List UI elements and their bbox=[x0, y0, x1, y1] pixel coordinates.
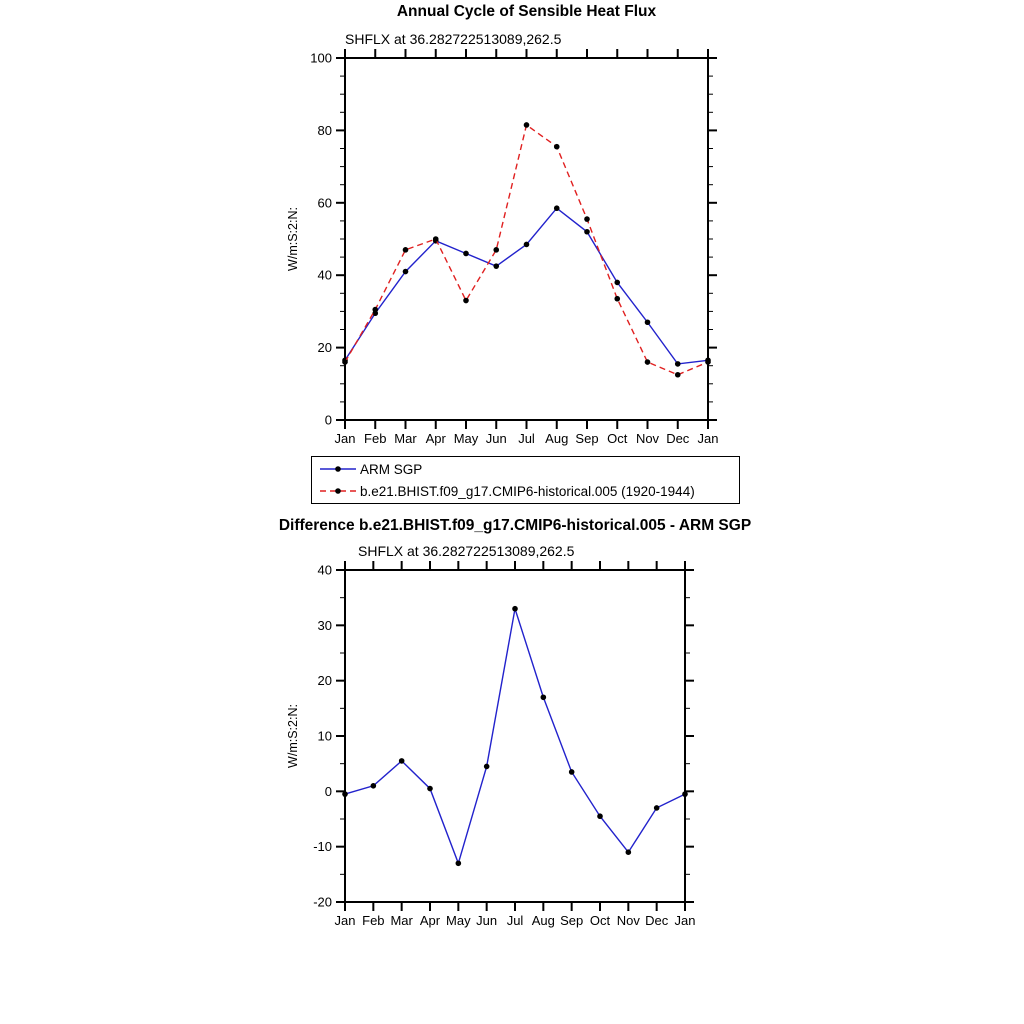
chart2-title: Difference b.e21.BHIST.f09_g17.CMIP6-historical.005 - ARM SGP bbox=[278, 517, 752, 534]
data-point-marker bbox=[626, 849, 632, 855]
legend-entry-model bbox=[318, 480, 739, 502]
x-tick-label: Apr bbox=[425, 431, 446, 446]
data-point-marker bbox=[427, 786, 433, 792]
series-1 bbox=[342, 122, 711, 377]
data-point-marker bbox=[403, 269, 409, 275]
x-tick-label: Apr bbox=[419, 913, 441, 928]
data-point-marker bbox=[433, 236, 439, 242]
x-tick-label: Aug bbox=[531, 913, 555, 928]
y-tick-label: 40 bbox=[317, 267, 332, 283]
x-tick-label: Sep bbox=[575, 431, 599, 446]
data-point-marker bbox=[456, 860, 462, 866]
y-tick-label: 0 bbox=[324, 783, 332, 799]
data-point-marker bbox=[645, 319, 651, 325]
x-tick-label: Feb bbox=[362, 913, 385, 928]
y-tick-label: 30 bbox=[317, 617, 332, 633]
y-tick-label: -20 bbox=[313, 894, 332, 910]
data-point-marker bbox=[584, 216, 590, 222]
data-point-marker bbox=[682, 791, 688, 797]
legend bbox=[311, 456, 740, 504]
x-tick-label: Aug bbox=[545, 431, 569, 446]
data-point-marker bbox=[705, 359, 711, 365]
y-tick-label: -10 bbox=[313, 839, 332, 855]
x-tick-label: Dec bbox=[645, 913, 669, 928]
y-tick-label: 10 bbox=[317, 728, 332, 744]
x-tick-label: Jul bbox=[506, 913, 524, 928]
x-tick-label: Feb bbox=[364, 431, 387, 446]
x-tick-label: Nov bbox=[635, 431, 660, 446]
x-tick-label: Sep bbox=[560, 913, 584, 928]
y-tick-label: 60 bbox=[317, 195, 332, 211]
axes bbox=[336, 561, 694, 911]
x-tick-label: May bbox=[453, 431, 479, 446]
data-point-marker bbox=[584, 229, 590, 235]
y-axis-title: W/m:S:2:N: bbox=[286, 704, 300, 768]
data-point-marker bbox=[463, 298, 469, 304]
x-tick-label: Jan bbox=[334, 913, 356, 928]
x-tick-label: Jun bbox=[485, 431, 507, 446]
data-point-marker bbox=[463, 251, 469, 257]
x-tick-label: Oct bbox=[589, 913, 611, 928]
legend-label-model: b.e21.BHIST.f09_g17.CMIP6-historical.005 (1920-1944) bbox=[360, 483, 695, 499]
legend-entry-arm-sgp bbox=[318, 458, 739, 480]
x-tick-label: Jan bbox=[674, 913, 696, 928]
data-point-marker bbox=[554, 205, 560, 211]
x-tick-label: Jul bbox=[518, 431, 535, 446]
data-point-marker bbox=[512, 606, 518, 612]
series-0 bbox=[342, 205, 711, 366]
x-tick-label: Jan bbox=[334, 431, 356, 446]
data-point-marker bbox=[569, 769, 575, 775]
data-point-marker bbox=[524, 242, 530, 248]
y-axis-title: W/m:S:2:N: bbox=[286, 207, 300, 271]
chart1-title: Annual Cycle of Sensible Heat Flux bbox=[396, 3, 657, 20]
data-point-marker bbox=[493, 263, 499, 269]
y-tick-label: 40 bbox=[317, 562, 332, 578]
legend-label-arm-sgp: ARM SGP bbox=[360, 461, 423, 477]
x-tick-label: Mar bbox=[390, 913, 413, 928]
axes bbox=[336, 49, 717, 429]
data-point-marker bbox=[654, 805, 660, 811]
data-point-marker bbox=[675, 361, 681, 367]
chart-1 bbox=[286, 561, 695, 928]
data-point-marker bbox=[399, 758, 405, 764]
y-tick-label: 0 bbox=[324, 412, 332, 428]
legend-line-sample-icon bbox=[318, 483, 358, 499]
chart2-subtitle: SHFLX at 36.282722513089,262.5 bbox=[358, 543, 575, 559]
x-tick-label: May bbox=[446, 913, 471, 928]
data-point-marker bbox=[597, 813, 603, 819]
data-point-marker bbox=[372, 307, 378, 313]
y-tick-label: 100 bbox=[310, 50, 332, 66]
plot-frame bbox=[345, 58, 708, 420]
y-tick-label: 80 bbox=[317, 122, 332, 138]
x-tick-label: Jan bbox=[697, 431, 719, 446]
series-0 bbox=[342, 606, 688, 866]
data-point-marker bbox=[403, 247, 409, 253]
data-point-marker bbox=[524, 122, 530, 128]
legend-line-sample-icon bbox=[318, 461, 358, 477]
data-point-marker bbox=[493, 247, 499, 253]
x-tick-label: Dec bbox=[666, 431, 690, 446]
chart-0 bbox=[286, 49, 718, 446]
x-tick-label: Mar bbox=[394, 431, 417, 446]
data-point-marker bbox=[484, 764, 490, 770]
data-point-marker bbox=[554, 144, 560, 150]
x-tick-label: Nov bbox=[616, 913, 640, 928]
y-tick-label: 20 bbox=[317, 673, 332, 689]
data-point-marker bbox=[342, 791, 348, 797]
chart1-subtitle: SHFLX at 36.282722513089,262.5 bbox=[345, 31, 562, 47]
x-tick-label: Oct bbox=[607, 431, 628, 446]
y-tick-label: 20 bbox=[317, 340, 332, 356]
data-point-marker bbox=[541, 694, 547, 700]
data-point-marker bbox=[675, 372, 681, 378]
plot-frame bbox=[345, 570, 685, 902]
data-point-marker bbox=[614, 280, 620, 286]
data-point-marker bbox=[371, 783, 377, 789]
data-point-marker bbox=[645, 359, 651, 365]
data-point-marker bbox=[342, 359, 348, 365]
data-point-marker bbox=[614, 296, 620, 302]
x-tick-label: Jun bbox=[476, 913, 498, 928]
